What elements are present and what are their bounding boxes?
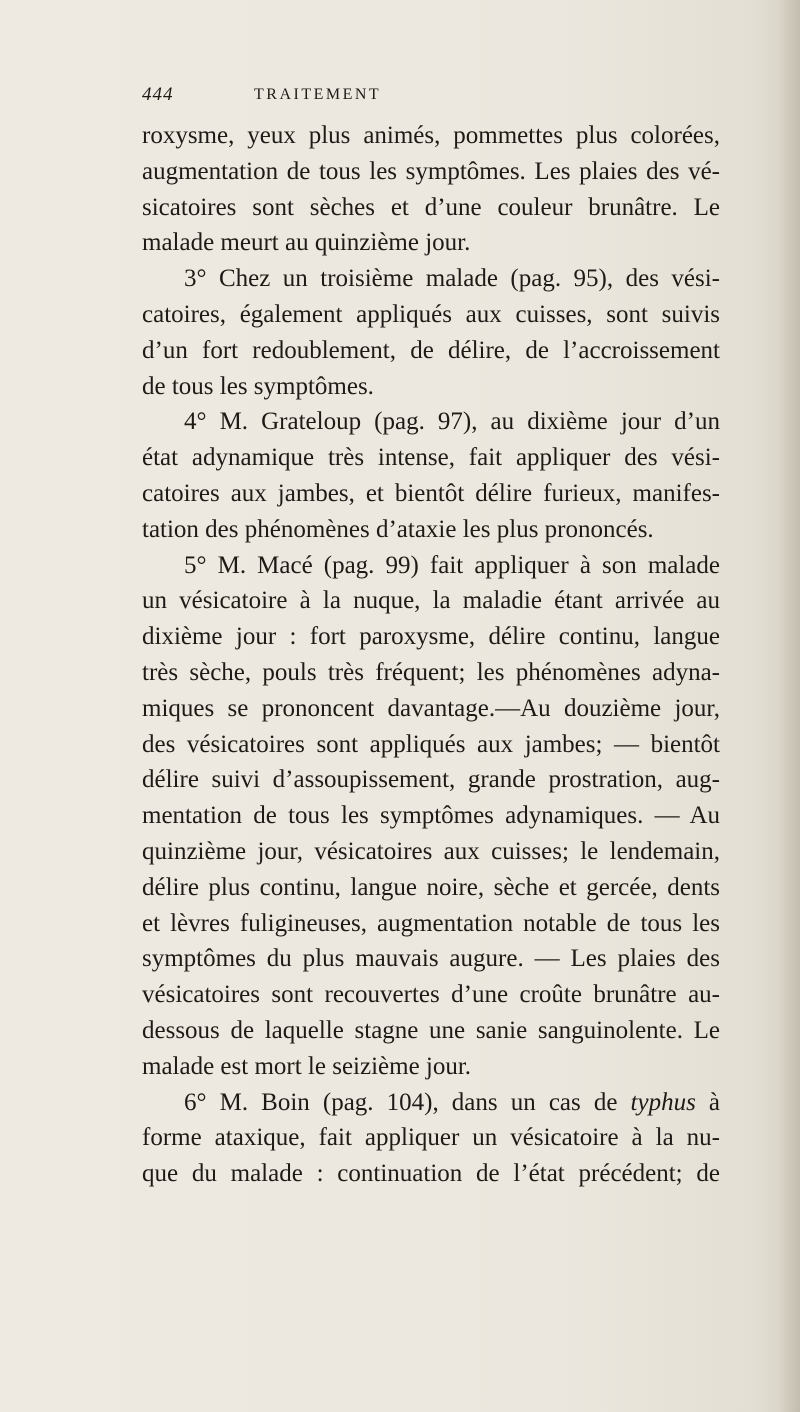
page-number: 444	[142, 84, 174, 105]
text-line: des vésicatoires sont appliqués aux jambes; — bientôt	[142, 730, 720, 758]
text-line: délire plus continu, langue noire, sèche et gercée, dents	[142, 873, 720, 901]
text-line: vésicatoires sont recouvertes d’une croûte brunâtre au-	[142, 981, 720, 1009]
text-line: sicatoires sont sèches et d’une couleur brunâtre. Le	[142, 193, 720, 221]
text-line: état adynamique très intense, fait appliquer des vési-	[142, 444, 720, 472]
text-line: quinzième jour, vésicatoires aux cuisses; le lendemain,	[142, 837, 720, 865]
body-text	[142, 118, 720, 1192]
page-edge-shadow	[778, 0, 800, 1412]
italic-term: typhus	[630, 1088, 696, 1116]
text-line: 5° M. Macé (pag. 99) fait appliquer à son malade	[184, 551, 720, 579]
text-line: un vésicatoire à la nuque, la maladie étant arrivée au	[142, 587, 720, 615]
text-line: très sèche, pouls très fréquent; les phénomènes adyna-	[142, 658, 720, 686]
text-line: et lèvres fuligineuses, augmentation notable de tous les	[142, 909, 720, 937]
text-line: dessous de laquelle stagne une sanie sanguinolente. Le	[142, 1016, 720, 1044]
text-line: tation des phénomènes d’ataxie les plus prononcés.	[142, 515, 654, 543]
text-line-start: 6° M. Boin (pag. 104), dans un cas de	[184, 1088, 631, 1116]
text-line: que du malade : continuation de l’état précédent; de	[142, 1160, 720, 1188]
text-line: symptômes du plus mauvais augure. — Les plaies des	[142, 945, 720, 973]
text-line: 4° M. Grateloup (pag. 97), au dixième jour d’un	[184, 408, 720, 436]
text-line: 3° Chez un troisième malade (pag. 95), des vési-	[184, 265, 720, 293]
text-line: délire suivi d’assoupissement, grande prostration, aug-	[142, 766, 720, 794]
text-line: catoires, également appliqués aux cuisses, sont suivis	[142, 300, 720, 328]
text-line: miques se prononcent davantage.—Au douzième jour,	[142, 694, 720, 722]
page-header	[0, 84, 800, 114]
text-line	[142, 1085, 720, 1121]
text-line: d’un fort redoublement, de délire, de l’accroissement	[142, 336, 720, 364]
running-head: TRAITEMENT	[254, 86, 382, 103]
text-line: catoires aux jambes, et bientôt délire furieux, manifes-	[142, 479, 720, 507]
text-line: dixième jour : fort paroxysme, délire continu, langue	[142, 623, 720, 651]
text-line: roxysme, yeux plus animés, pommettes plus colorées,	[142, 122, 720, 149]
text-line: malade meurt au quinzième jour.	[142, 229, 471, 257]
text-line-end: à	[695, 1088, 721, 1116]
text-line: mentation de tous les symptômes adynamiques. — Au	[142, 802, 720, 830]
text-line: forme ataxique, fait appliquer un vésicatoire à la nu-	[142, 1124, 720, 1152]
text-line: de tous les symptômes.	[142, 372, 374, 400]
text-line: malade est mort le seizième jour.	[142, 1052, 472, 1080]
text-line: augmentation de tous les symptômes. Les plaies des vé-	[142, 157, 720, 185]
